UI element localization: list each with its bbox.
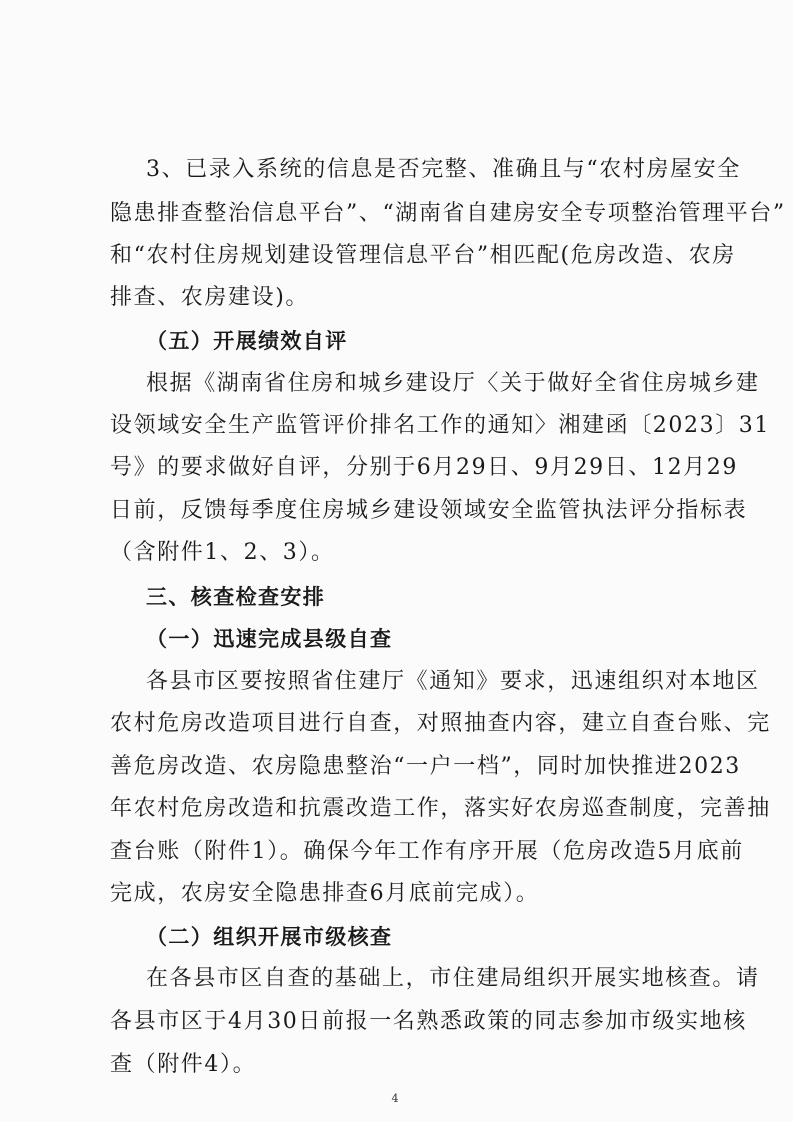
paragraph-line: 在各县市区自查的基础上，市住建局组织开展实地核查。请 <box>146 966 760 991</box>
paragraph-line: 善危房改造、农房隐患整治“一户一档”，同时加快推进2023 <box>110 754 741 779</box>
paragraph-line: 日前，反馈每季度住房城乡建设领域安全监管执法评分指标表 <box>110 498 748 523</box>
paragraph-line: 年农村危房改造和抗震改造工作，落实好农房巡查制度，完善抽 <box>110 796 771 821</box>
paragraph-line: 查（附件4）。 <box>110 1052 257 1077</box>
section-heading-five: （五）开展绩效自评 <box>146 329 348 353</box>
paragraph-line: 排查、农房建设)。 <box>110 285 309 310</box>
paragraph-line: 和“农村住房规划建设管理信息平台”相匹配(危房改造、农房 <box>110 243 736 268</box>
paragraph-line: 各县市区于4月30日前报一名熟悉政策的同志参加市级实地核 <box>110 1009 747 1034</box>
paragraph-line: 各县市区要按照省住建厅《通知》要求，迅速组织对本地区 <box>146 669 760 694</box>
paragraph-line: 号》的要求做好自评，分别于6月29日、9月29日、12月29 <box>110 455 738 480</box>
paragraph-line: 3、已录入系统的信息是否完整、准确且与“农村房屋安全 <box>146 157 741 182</box>
paragraph-line: 农村危房改造项目进行自查，对照抽查内容，建立自查台账、完 <box>110 711 771 736</box>
page-number: 4 <box>391 1092 399 1105</box>
paragraph-line: 根据《湖南省住房和城乡建设厅〈关于做好全省住房城乡建 <box>146 371 760 396</box>
paragraph-line: 设领域安全生产监管评价排名工作的通知〉湘建函〔2023〕31 <box>110 413 770 438</box>
paragraph-line: 完成，农房安全隐患排查6月底前完成）。 <box>110 881 540 906</box>
section-heading-three: 三、核查检查安排 <box>146 585 326 609</box>
paragraph-line: 隐患排查整治信息平台”、“湖南省自建房安全专项整治管理平台” <box>110 201 786 226</box>
section-heading-two: （二）组织开展市级核查 <box>146 925 393 949</box>
paragraph-line: 查台账（附件1）。确保今年工作有序开展（危房改造5月底前 <box>110 839 744 864</box>
paragraph-line: （含附件1、2、3）。 <box>110 540 335 565</box>
section-heading-one: （一）迅速完成县级自查 <box>146 627 393 651</box>
